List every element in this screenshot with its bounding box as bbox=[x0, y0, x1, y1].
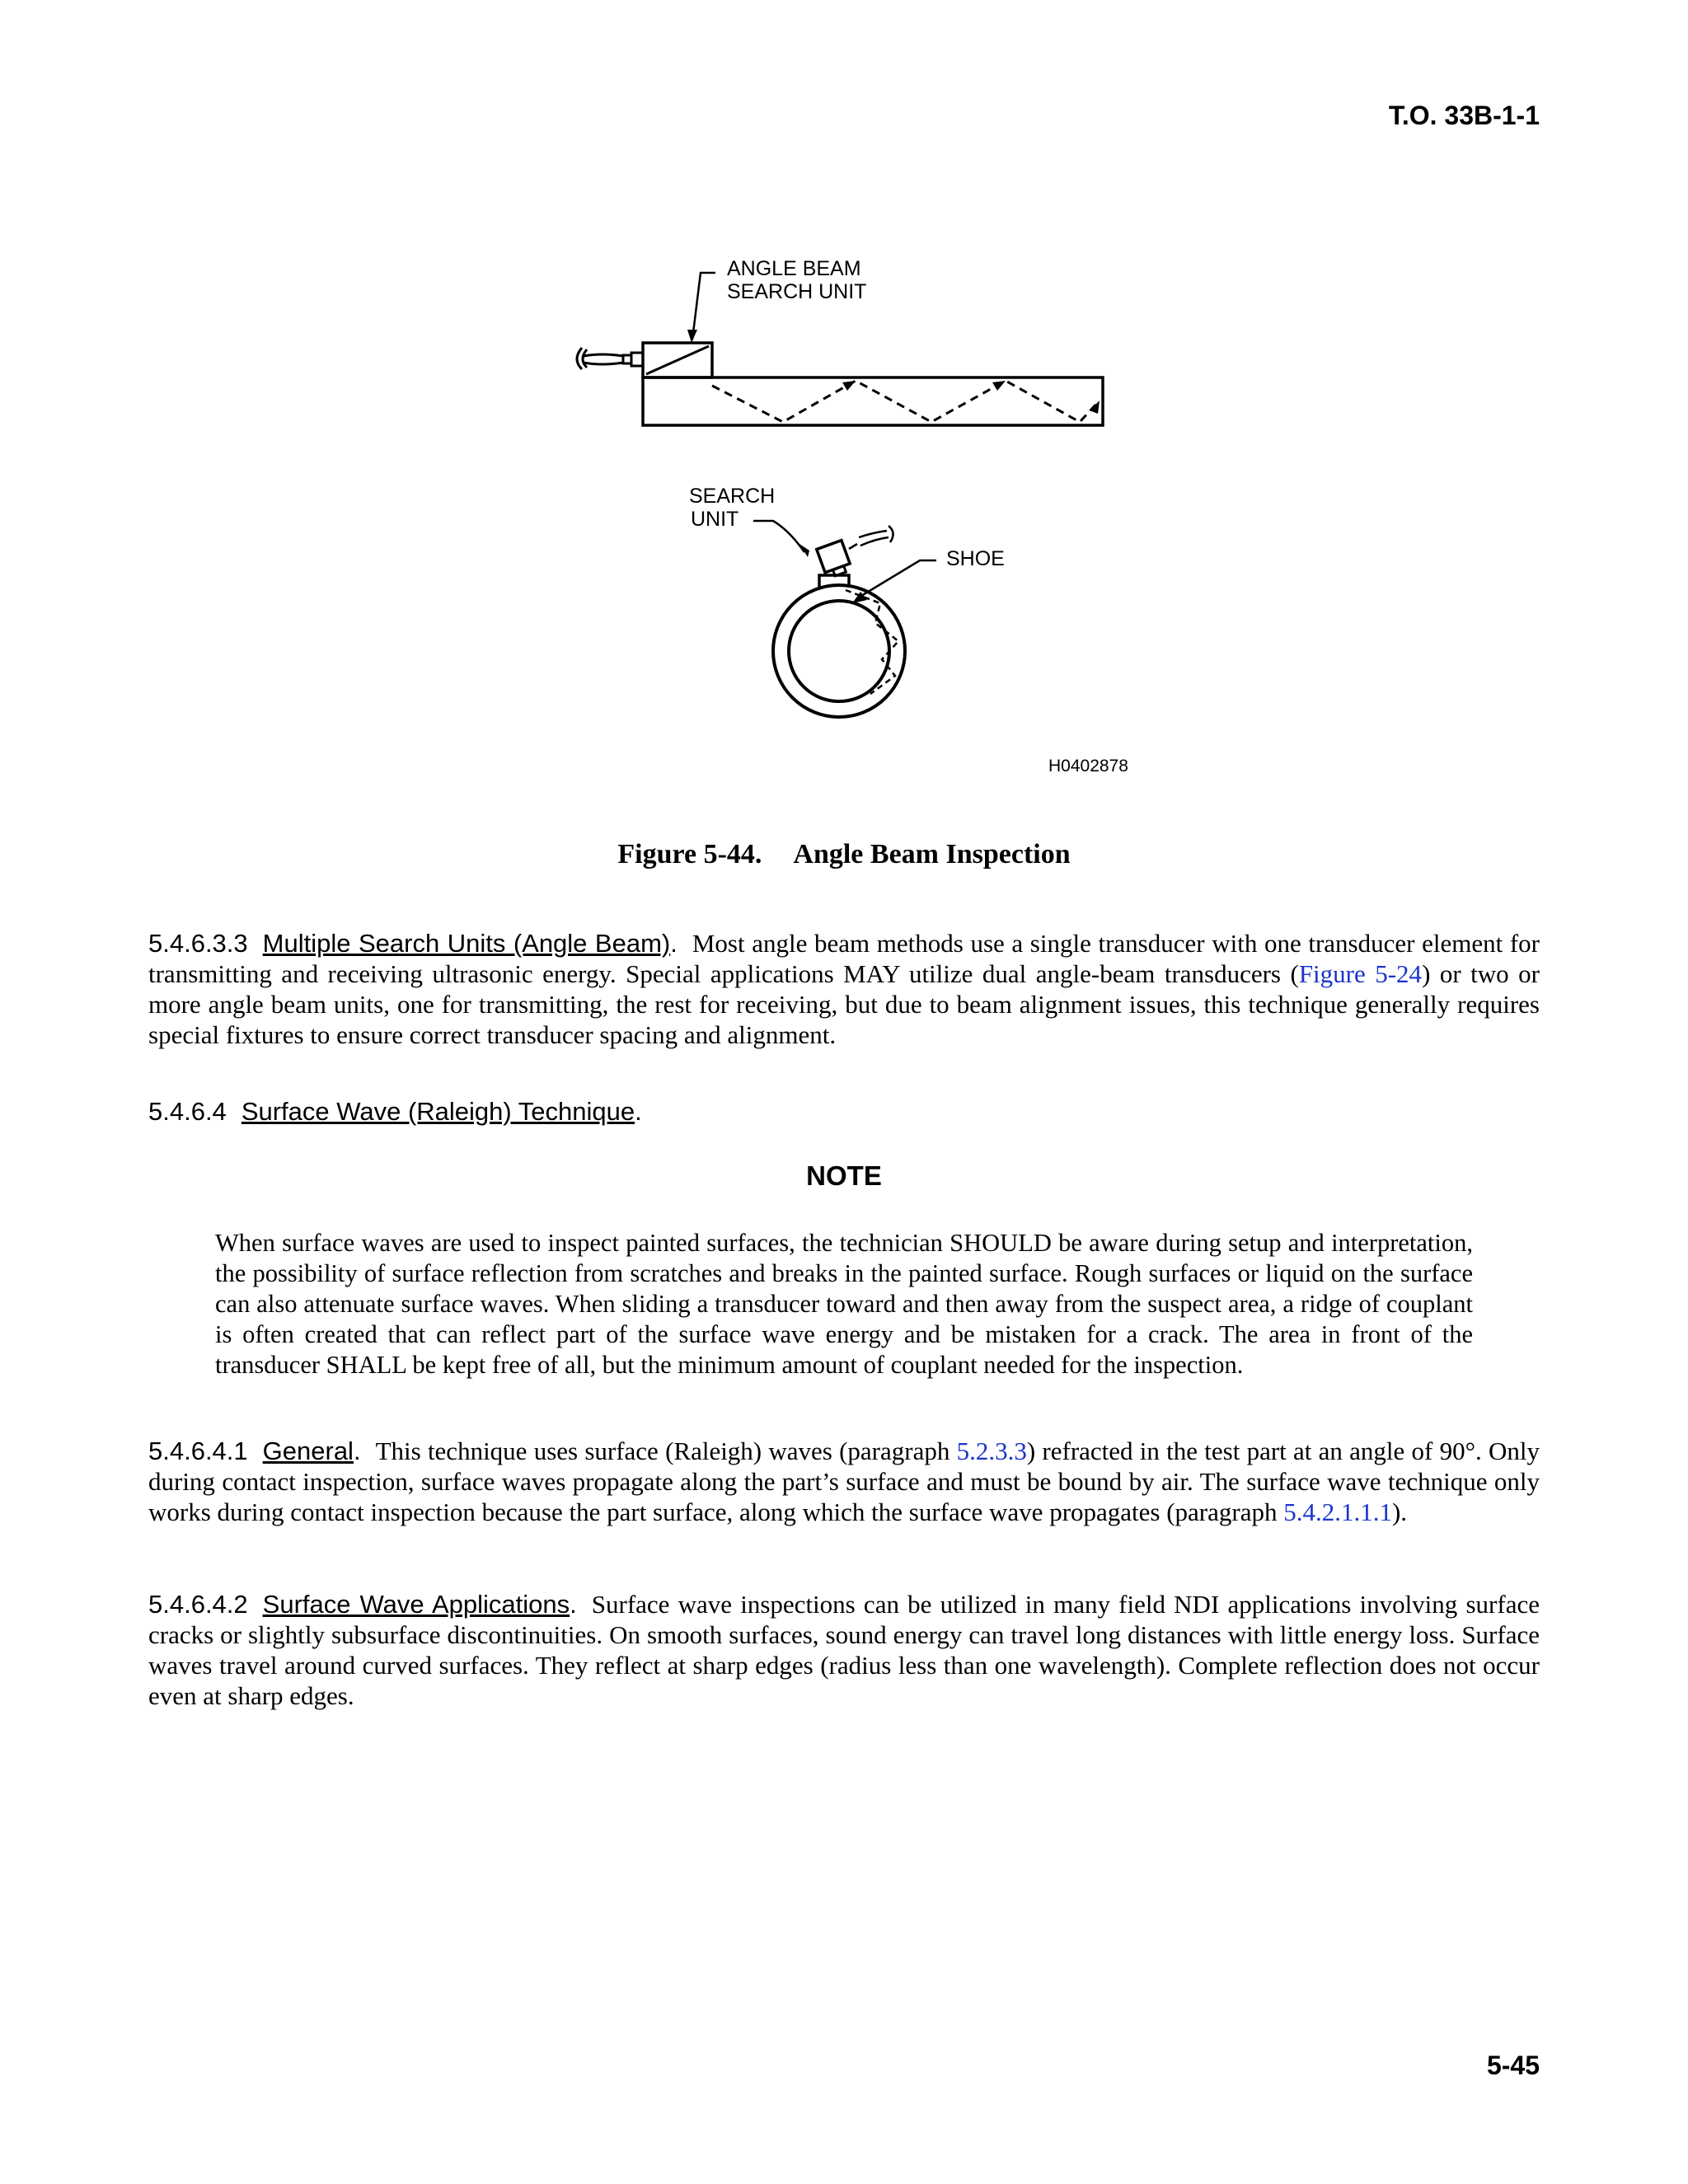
pipe-outer bbox=[773, 585, 905, 717]
section-title: Surface Wave (Raleigh) Technique bbox=[241, 1097, 635, 1126]
note-text: When surface waves are used to inspect painted surfaces, the technician SHOULD be aware during setup and interpretation, the possibility of surface reflection from scratches and breaks in the painted surface. Rough surfaces or liquid on the surface can also attenuate surface waves. When sliding a transducer toward and then away from the suspect area, a ridge of couplant is often created that can reflect part of the surface wave energy and be mistaken for a crack. The area in front of the transducer SHALL be kept free of all, but the minimum amount of couplant needed for the inspection. bbox=[215, 1229, 1473, 1379]
paragraph-text: ) or two or more angle beam units, one for transmitting, the rest for receiving, but due to beam alignment issues, this technique generally requires special fixtures to ensure correct transducer spacing and alignment. bbox=[148, 959, 1540, 1049]
page-number: 5-45 bbox=[1486, 2050, 1540, 2080]
angle-beam-diagram bbox=[511, 247, 1170, 799]
paragraph-surface-wave-applications: 5.4.6.4.2 Surface Wave Applications. Surface wave inspections can be utilized in many field NDI applications involving surface cracks or slightly subsurface discontinuities. On smooth surfaces, sound energy can travel long distances with little energy loss. Surface waves travel around curved surfaces. They reflect at sharp edges (radius less than one wavelength). Complete reflection does not occur even at sharp edges. bbox=[148, 1590, 1540, 1710]
label-angle-beam: ANGLE BEAM bbox=[727, 257, 861, 280]
paragraph-link[interactable]: 5.4.2.1.1.1 bbox=[1283, 1497, 1392, 1526]
search-unit-leader bbox=[753, 521, 804, 552]
paragraph-text: ). bbox=[1391, 1497, 1408, 1526]
figure-code: H0402878 bbox=[1048, 757, 1128, 776]
section-number: 5.4.6.4.2 bbox=[148, 1590, 248, 1619]
transducer-crystal bbox=[646, 346, 709, 374]
cable-connector-left bbox=[577, 348, 643, 369]
section-number: 5.4.6.4.1 bbox=[148, 1436, 248, 1465]
caption-number: Figure 5-44. bbox=[617, 839, 762, 869]
note-heading: NOTE bbox=[806, 1160, 882, 1191]
label-unit: UNIT bbox=[691, 508, 739, 531]
section-number: 5.4.6.4 bbox=[148, 1097, 227, 1126]
pipe-cable bbox=[849, 531, 889, 549]
angle-beam-figure bbox=[511, 247, 1170, 799]
label-search-unit: SEARCH UNIT bbox=[727, 280, 867, 303]
heading-surface-wave: 5.4.6.4 Surface Wave (Raleigh) Technique. bbox=[148, 1097, 642, 1126]
paragraph-text: ) refracted in the test part at an angle of 90°. Only during contact inspection, surface waves propagate along the part’s surface and must be bound by air. The surface wave technique only works during contact inspection because the part surface, along which the surface wave propagates (paragraph bbox=[148, 1436, 1540, 1526]
pipe-inner bbox=[789, 601, 889, 701]
pipe-search-unit bbox=[817, 541, 852, 579]
beam-arrows bbox=[842, 381, 1100, 414]
paragraph-text: Surface wave inspections can be utilized in many field NDI applications involving surface cracks or slightly subsurface discontinuities. On smooth surfaces, sound energy can travel long distances with little energy loss. Surface waves travel around curved surfaces. They reflect at sharp edges (radius less than one wavelength). Complete reflection does not occur even at sharp edges. bbox=[148, 1590, 1540, 1710]
test-plate bbox=[643, 377, 1103, 425]
figure-link[interactable]: Figure 5-24 bbox=[1298, 959, 1423, 988]
angle-beam-leader bbox=[692, 273, 715, 340]
section-title: Multiple Search Units (Angle Beam) bbox=[262, 929, 671, 958]
document-id: T.O. 33B-1-1 bbox=[1388, 101, 1540, 130]
label-search: SEARCH bbox=[689, 485, 776, 508]
caption-title: Angle Beam Inspection bbox=[793, 839, 1071, 869]
paragraph-general: 5.4.6.4.1 General. This technique uses surface (Raleigh) waves (paragraph 5.2.3.3) refracted in the test part at an angle of 90°. Only during contact inspection, surface waves propagate along the part’s surface and must be bound by air. The surface wave technique only works during contact inspection because the part surface, along which the surface wave propagates (paragraph 5.4.2.1.1.1). bbox=[148, 1436, 1540, 1526]
paragraph-link[interactable]: 5.2.3.3 bbox=[956, 1436, 1027, 1465]
section-title: Surface Wave Applications bbox=[262, 1590, 570, 1619]
section-title: General bbox=[262, 1436, 354, 1465]
label-shoe: SHOE bbox=[946, 547, 1005, 570]
section-number: 5.4.6.3.3 bbox=[148, 929, 248, 958]
paragraph-text: Most angle beam methods use a single transducer with one transducer element for transmitting and receiving ultrasonic energy. Special applications MAY utilize dual angle-beam transducers ( bbox=[148, 929, 1540, 988]
pipe-beam bbox=[846, 590, 898, 694]
figure-caption bbox=[0, 839, 1688, 870]
paragraph-text: This technique uses surface (Raleigh) waves (paragraph bbox=[375, 1436, 957, 1465]
beam-path bbox=[712, 381, 1100, 422]
paragraph-multiple-search-units: 5.4.6.3.3 Multiple Search Units (Angle Beam). Most angle beam methods use a single transducer with one transducer element for transmitting and receiving ultrasonic energy. Special applications MAY utilize dual angle-beam transducers (Figure 5-24) or two or more angle beam units, one for transmitting, the rest for receiving, but due to beam alignment issues, this technique generally requires special fixtures to ensure correct transducer spacing and alignment. bbox=[148, 929, 1540, 1049]
